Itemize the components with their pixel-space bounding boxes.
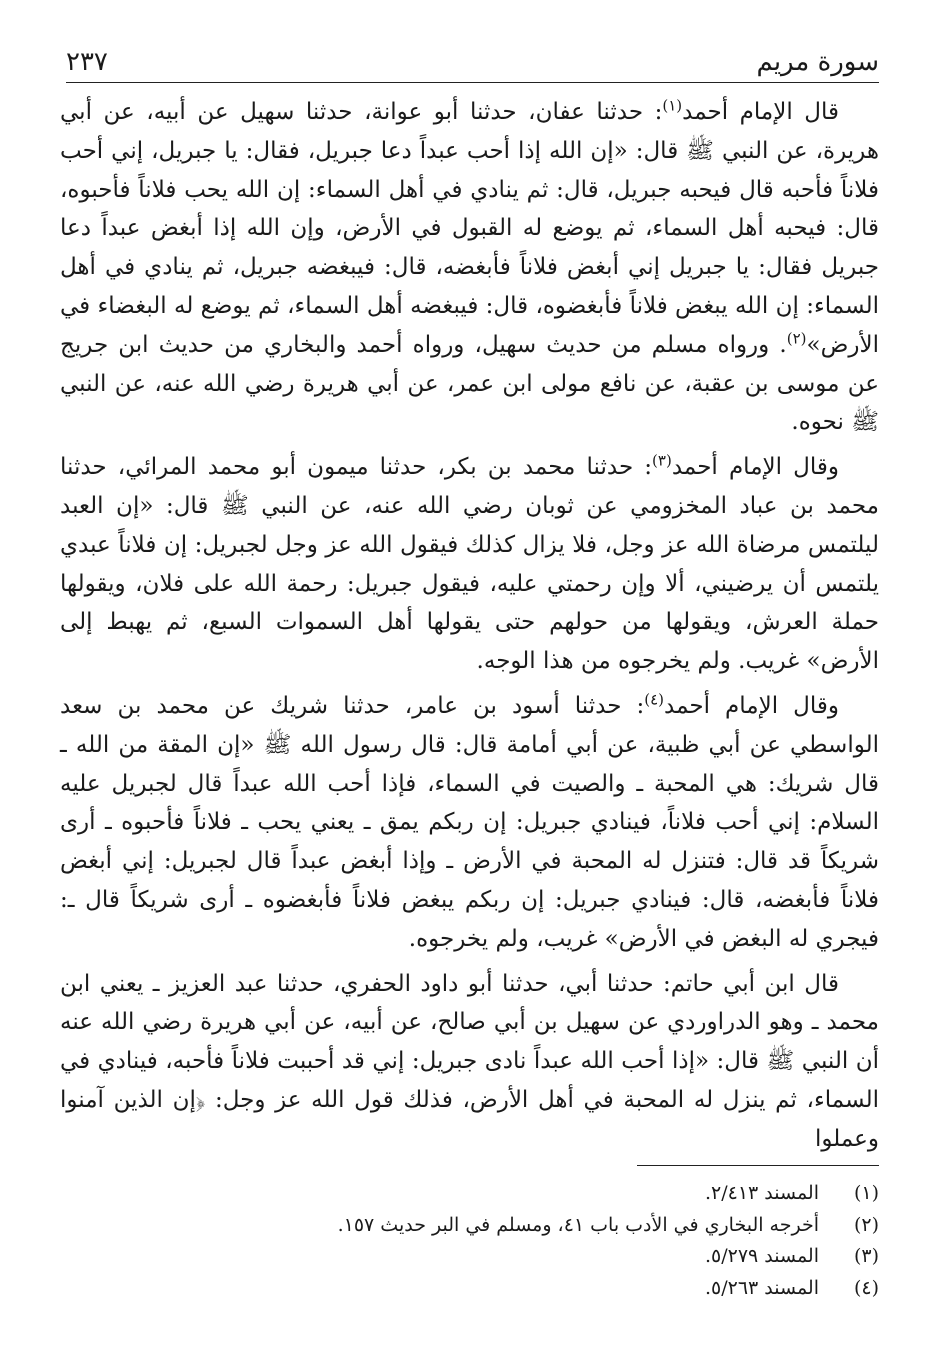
surah-title: سورة مريم xyxy=(756,47,879,77)
footnotes xyxy=(60,1178,879,1304)
footnote-item xyxy=(60,1241,879,1273)
footnote-number: (٤) xyxy=(853,1276,879,1299)
footnote-ref-1: (١) xyxy=(662,96,683,115)
paragraph-hadith-4: قال ابن أبي حاتم: حدثنا أبي، حدثنا أبو داود الحفري، حدثنا عبد العزيز ـ يعني ابن محمد ـ وهو الدراوردي عن سهيل بن أبي صالح، عن أبيه، عن أبي هريرة رضي الله عنه أن النبي ﷺ قال: «إذا أحب الله عبداً نادى جبريل: إني قد أحببت فلاناً فأحبه، فينادي في السماء، ثم ينزل له المحبة في أهل الأرض، فذلك قول الله عز وجل: ﴿إن الذين آمنوا وعملوا xyxy=(60,970,879,1152)
paragraph-hadith-2: وقال الإمام أحمد$^{(٣)}$: حدثنا محمد بن بكر، حدثنا ميمون أبو محمد المرائي، حدثنا محمد بن عباد المخزومي عن ثوبان رضي الله عنه، عن النبي ﷺ قال: «إن العبد ليلتمس مرضاة الله عز وجل، فلا يزال كذلك فيقول الله عز وجل لجبريل: إن فلاناً عبدي يلتمس أن يرضيني، ألا وإن رحمتي عليه، فيقول جبريل: رحمة الله على فلان، ويقولها حملة العرش، ويقولها من حولهم حتى يقولها أهل السموات السبع، ثم يهبط إلى الأرض» غريب. ولم يخرجوه من هذا الوجه. xyxy=(60,451,879,675)
page-number: ٢٣٧ xyxy=(66,47,108,77)
paragraph-hadith-3: وقال الإمام أحمد$^{(٤)}$: حدثنا أسود بن عامر، حدثنا شريك عن محمد بن سعد الواسطي عن أبي ظبية، عن أبي أمامة قال: قال رسول الله ﷺ «إن المقة من الله ـ قال شريك: هي المحبة ـ والصيت في السماء، فإذا أحب الله عبداً قال لجبريل عليه السلام: إني أحب فلاناً، فينادي جبريل: إن ربكم يمق ـ يعني يحب ـ فلاناً فأحبوه ـ أرى شريكاً قد قال: فتنزل له المحبة في الأرض ـ وإذا أبغض عبداً قال لجبريل: إني أبغض فلاناً فأبغضه، قال: فينادي جبريل: إن ربكم يبغض فلاناً فأبغضوه ـ أرى شريكاً قال ـ: فيجري له البغض في الأرض» غريب، ولم يخرجوه. xyxy=(60,690,879,952)
footnote-ref-3: (٣) xyxy=(652,451,672,470)
footnote-text: المسند ٢/٤١٣. xyxy=(704,1182,819,1204)
footnote-ref-4: (٤) xyxy=(644,690,665,709)
footnote-ref-2: (٢) xyxy=(786,329,807,348)
footnote-number: (١) xyxy=(853,1182,879,1204)
footnote-text: المسند ٥/٢٦٣. xyxy=(704,1276,819,1299)
main-text xyxy=(60,93,879,1165)
footnote-text: المسند ٥/٢٧٩. xyxy=(704,1245,819,1267)
header-rule xyxy=(66,82,879,83)
footnote-number: (٢) xyxy=(853,1213,879,1236)
footnote-rule xyxy=(637,1165,879,1166)
paragraph-hadith-1: قال الإمام أحمد$^{(١)}$: حدثنا عفان، حدثنا أبو عوانة، حدثنا سهيل عن أبيه، عن أبي هريرة، عن النبي ﷺ قال: «إن الله إذا أحب عبداً دعا جبريل، فقال: يا جبريل، إني أحب فلاناً فأحبه قال فيحبه جبريل، قال: ثم ينادي في أهل السماء: إن الله يحب فلاناً فأحبوه، قال: فيحبه أهل السماء، ثم يوضع له القبول في الأرض، وإن الله إذا أبغض عبداً دعا جبريل فقال: يا جبريل إني أبغض فلاناً فأبغضه، قال: فيبغضه جبريل، ثم ينادي في أهل السماء: إن الله يبغض فلاناً فأبغضوه، قال: فيبغضه أهل السماء، ثم يوضع له البغضاء في الأرض»$^{(٢)}$. ورواه مسلم من حديث سهيل، ورواه أحمد والبخاري من حديث ابن جريج عن موسى بن عقبة، عن نافع مولى ابن عمر، عن أبي هريرة رضي الله عنه، عن النبي ﷺ نحوه. xyxy=(60,96,879,436)
footnote-item xyxy=(60,1178,879,1210)
footnote-item xyxy=(60,1273,879,1305)
footnote-number: (٣) xyxy=(853,1245,879,1267)
footnote-item xyxy=(60,1210,879,1242)
running-head xyxy=(66,42,879,82)
footnote-text: أخرجه البخاري في الأدب باب ٤١، ومسلم في البر حديث ١٥٧. xyxy=(337,1213,819,1236)
